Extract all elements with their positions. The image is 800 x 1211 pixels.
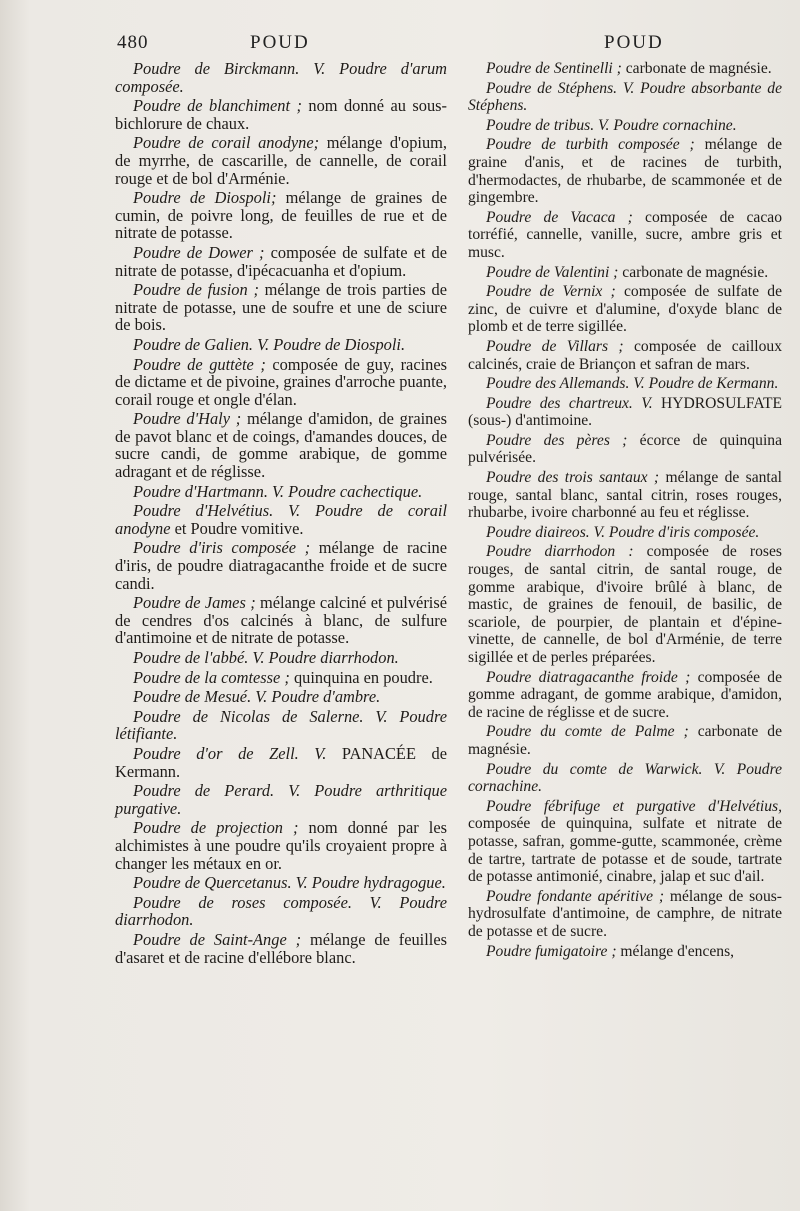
dictionary-entry bbox=[115, 594, 447, 647]
entry-definition: composée de cailloux calcinés, craie de Briançon et safran de mars. bbox=[468, 337, 783, 373]
running-header bbox=[0, 30, 800, 60]
right-column bbox=[468, 60, 782, 962]
entry-headword: Poudre des chartreux. V. bbox=[486, 394, 653, 412]
entry-headword: Poudre d'Helvétius. V. Poudre de corail anodyne bbox=[115, 501, 447, 538]
left-column bbox=[115, 60, 447, 968]
entry-headword: Poudre de Saint-Ange ; bbox=[133, 929, 302, 949]
entry-definition: mélange d'encens, bbox=[616, 942, 735, 960]
entry-definition: composée de gomme adragant, de gomme arabique, d'amidon, de racine de réglisse et de sucre. bbox=[468, 668, 782, 721]
entry-headword: Poudre de Villars ; bbox=[486, 337, 624, 355]
entry-headword: Poudre diarrhodon : bbox=[486, 543, 634, 561]
entry-headword: Poudre de projection ; bbox=[133, 818, 299, 838]
dictionary-entry bbox=[115, 874, 447, 892]
entry-headword: Poudre de Galien. V. Poudre de Diospoli. bbox=[133, 334, 406, 354]
dictionary-entry bbox=[468, 469, 782, 522]
entry-headword: Poudre des Allemands. V. Poudre de Kermann. bbox=[486, 375, 779, 393]
dictionary-entry bbox=[468, 543, 782, 666]
entry-headword: Poudre fumigatoire ; bbox=[486, 942, 617, 960]
entry-definition: mélange d'amidon, de graines de pavot blanc et de coings, d'amandes douces, de sucre candi, de gomme arabique, de gomme adragant et de réglisse. bbox=[115, 409, 448, 482]
entry-headword: Poudre d'Hartmann. V. Poudre cachectique. bbox=[133, 481, 423, 501]
dictionary-entry bbox=[115, 134, 447, 187]
entry-headword: Poudre du comte de Warwick. V. Poudre cornachine. bbox=[468, 760, 782, 796]
dictionary-entry bbox=[468, 723, 782, 758]
entry-definition: mélange de feuilles d'asaret et de racine d'ellébore blanc. bbox=[115, 929, 447, 967]
entry-headword: Poudre des trois santaux ; bbox=[486, 469, 660, 487]
entry-definition: composée de cacao torréfié, cannelle, vanille, sucre, ambre gris et musc. bbox=[468, 208, 782, 261]
entry-headword: Poudre de tribus. V. Poudre cornachine. bbox=[486, 116, 737, 134]
dictionary-entry bbox=[468, 80, 782, 115]
dictionary-entry bbox=[115, 745, 447, 780]
entry-headword: Poudre de Stéphens. V. Poudre absorbante de Stéphens. bbox=[468, 79, 782, 115]
entry-headword: Poudre fondante apéritive ; bbox=[486, 887, 665, 905]
entry-definition: mélange calciné et pulvérisé de cendres d'os calcinés à blanc, de sulfure d'antimoine et de nitrate de potasse. bbox=[115, 593, 447, 648]
entry-headword: Poudre diatragacanthe froide ; bbox=[486, 668, 691, 686]
dictionary-entry bbox=[115, 244, 447, 279]
entry-headword: Poudre de corail anodyne; bbox=[133, 133, 320, 153]
entry-definition: carbonate de magnésie. bbox=[468, 723, 782, 758]
entry-definition: écorce de quinquina pulvérisée. bbox=[468, 431, 782, 467]
dictionary-entry bbox=[468, 798, 782, 886]
entry-headword: Poudre de blanchiment ; bbox=[133, 96, 302, 116]
dictionary-entry bbox=[115, 336, 447, 354]
entry-headword: Poudre des pères ; bbox=[486, 431, 628, 449]
entry-definition: mélange de santal rouge, santal blanc, santal citrin, roses rouges, rhubarbe, ivoire charbonné au feu et réglisse. bbox=[468, 469, 782, 522]
entry-headword: Poudre de Mesué. V. Poudre d'ambre. bbox=[133, 687, 381, 707]
dictionary-entry bbox=[468, 117, 782, 135]
entry-headword: Poudre de Sentinelli ; bbox=[486, 60, 622, 77]
dictionary-entry bbox=[468, 395, 782, 430]
dictionary-entry bbox=[115, 483, 447, 501]
dictionary-entry bbox=[115, 782, 447, 817]
dictionary-entry bbox=[468, 888, 782, 941]
entry-headword: Poudre du comte de Palme ; bbox=[486, 723, 689, 741]
entry-headword: Poudre de Perard. V. Poudre arthritique purgative. bbox=[115, 781, 447, 818]
entry-definition: mélange d'opium, de myrrhe, de cascarille, de cannelle, de corail rouge et de bol d'Arménie. bbox=[115, 133, 447, 188]
entry-headword: Poudre de Nicolas de Salerne. V. Poudre létifiante. bbox=[115, 706, 447, 744]
entry-headword: Poudre de la comtesse ; bbox=[133, 667, 290, 687]
entry-definition: composée de guy, racines de dictame et de pivoine, graines d'arroche puante, corail rouge et ongle d'élan. bbox=[115, 354, 447, 409]
dictionary-entry bbox=[115, 669, 447, 687]
entry-definition: composée de roses rouges, de santal citrin, de santal rouge, de gomme arabique, d'ivoire brûlé à blanc, de mastic, de graines de fenouil, de basilic, de scariole, de pourpier, de plantain et d'épine-vinette, de cannelle, de bol d'Arménie, de terre sigillée et de perles préparées. bbox=[468, 543, 782, 666]
dictionary-entry bbox=[115, 819, 447, 872]
entry-definition: nom donné par les alchimistes à une poudre qu'ils croyaient propre à changer les métaux en or. bbox=[115, 818, 447, 873]
dictionary-entry bbox=[115, 502, 447, 537]
entry-headword: Poudre d'Haly ; bbox=[133, 409, 242, 429]
dictionary-entry bbox=[468, 669, 782, 722]
entry-definition: HYDROSULFATE (sous-) d'antimoine. bbox=[468, 394, 782, 430]
dictionary-entry bbox=[468, 209, 782, 262]
page-number: 480 bbox=[117, 32, 149, 53]
dictionary-entry bbox=[468, 60, 782, 78]
entry-headword: Poudre d'iris composée ; bbox=[133, 538, 311, 558]
right-running-head: POUD bbox=[604, 32, 664, 53]
entry-headword: Poudre de l'abbé. V. Poudre diarrhodon. bbox=[133, 648, 399, 667]
entry-headword: Poudre de Vacaca ; bbox=[486, 208, 633, 226]
dictionary-entry bbox=[115, 931, 447, 966]
dictionary-entry bbox=[115, 281, 447, 334]
entry-headword: Poudre diaireos. V. Poudre d'iris composée. bbox=[486, 523, 760, 541]
dictionary-entry bbox=[468, 264, 782, 282]
dictionary-entry bbox=[115, 356, 447, 409]
dictionary-entry bbox=[468, 136, 782, 206]
entry-headword: Poudre fébrifuge et purgative d'Helvétius, bbox=[486, 797, 782, 815]
dictionary-entry bbox=[115, 410, 447, 480]
entry-definition: mélange de graines de cumin, de poivre long, de feuilles de rue et de nitrate de potasse. bbox=[115, 188, 448, 243]
dictionary-entry bbox=[115, 688, 447, 706]
entry-headword: Poudre de guttète ; bbox=[133, 354, 266, 374]
dictionary-entry bbox=[115, 539, 447, 592]
entry-headword: Poudre de Birckmann. V. Poudre d'arum composée. bbox=[115, 59, 447, 96]
entry-headword: Poudre de Diospoli; bbox=[133, 188, 277, 208]
entry-headword: Poudre de roses composée. V. Poudre diarrhodon. bbox=[115, 892, 447, 930]
dictionary-entry bbox=[468, 432, 782, 467]
entry-headword: Poudre de Valentini ; bbox=[486, 263, 619, 281]
dictionary-entry bbox=[115, 708, 447, 743]
dictionary-entry bbox=[115, 189, 447, 242]
entry-definition: carbonate de magnésie. bbox=[621, 60, 772, 77]
left-running-head: POUD bbox=[250, 32, 310, 53]
entry-headword: Poudre de Dower ; bbox=[133, 242, 265, 262]
dictionary-entry bbox=[468, 943, 782, 961]
dictionary-entry bbox=[115, 649, 447, 667]
entry-headword: Poudre d'or de Zell. V. bbox=[133, 743, 327, 763]
dictionary-entry bbox=[468, 524, 782, 542]
entry-headword: Poudre de Vernix ; bbox=[486, 283, 616, 301]
dictionary-entry bbox=[468, 761, 782, 796]
entry-definition: mélange de sous-hydrosulfate d'antimoine, de camphre, de nitrate de potasse et de sucre. bbox=[468, 887, 782, 940]
entry-definition: nom donné au sous-bichlorure de chaux. bbox=[115, 96, 447, 133]
dictionary-entry bbox=[115, 894, 447, 929]
entry-definition: PANACÉE de Kermann. bbox=[115, 743, 447, 781]
entry-definition: composée de sulfate de zinc, de cuivre et d'alumine, d'oxyde blanc de plomb et de terre sigillée. bbox=[468, 283, 782, 336]
entry-headword: Poudre de Quercetanus. V. Poudre hydragogue. bbox=[133, 873, 446, 893]
entry-definition: carbonate de magnésie. bbox=[618, 263, 769, 281]
entry-definition: composée de sulfate et de nitrate de potasse, d'ipécacuanha et d'opium. bbox=[115, 242, 447, 280]
entry-headword: Poudre de turbith composée ; bbox=[486, 136, 695, 154]
entry-definition: composée de quinquina, sulfate et nitrate de potasse, safran, gomme-gutte, scammonée, crème de tartre, tartrate de potasse et de soude, tartrate de potasse antimonié, cinabre, jalap et suc d'ail. bbox=[468, 815, 782, 886]
dictionary-entry bbox=[468, 283, 782, 336]
dictionary-entry bbox=[468, 375, 782, 393]
dictionary-entry bbox=[115, 60, 447, 95]
entry-definition: mélange de racine d'iris, de poudre diatragacanthe froide et de sucre candi. bbox=[115, 538, 447, 593]
entry-headword: Poudre de fusion ; bbox=[133, 280, 259, 300]
dictionary-entry bbox=[468, 338, 782, 373]
entry-definition: et Poudre vomitive. bbox=[170, 518, 304, 538]
entry-headword: Poudre de James ; bbox=[133, 593, 256, 613]
entry-definition: quinquina en poudre. bbox=[289, 667, 433, 687]
dictionary-entry bbox=[115, 97, 447, 132]
entry-definition: mélange de graine d'anis, et de racines de turbith, d'hermodactes, de rhubarbe, de scammonée et de gingembre. bbox=[468, 136, 782, 207]
entry-definition: mélange de trois parties de nitrate de potasse, une de soufre et une de sciure de bois. bbox=[115, 280, 447, 335]
